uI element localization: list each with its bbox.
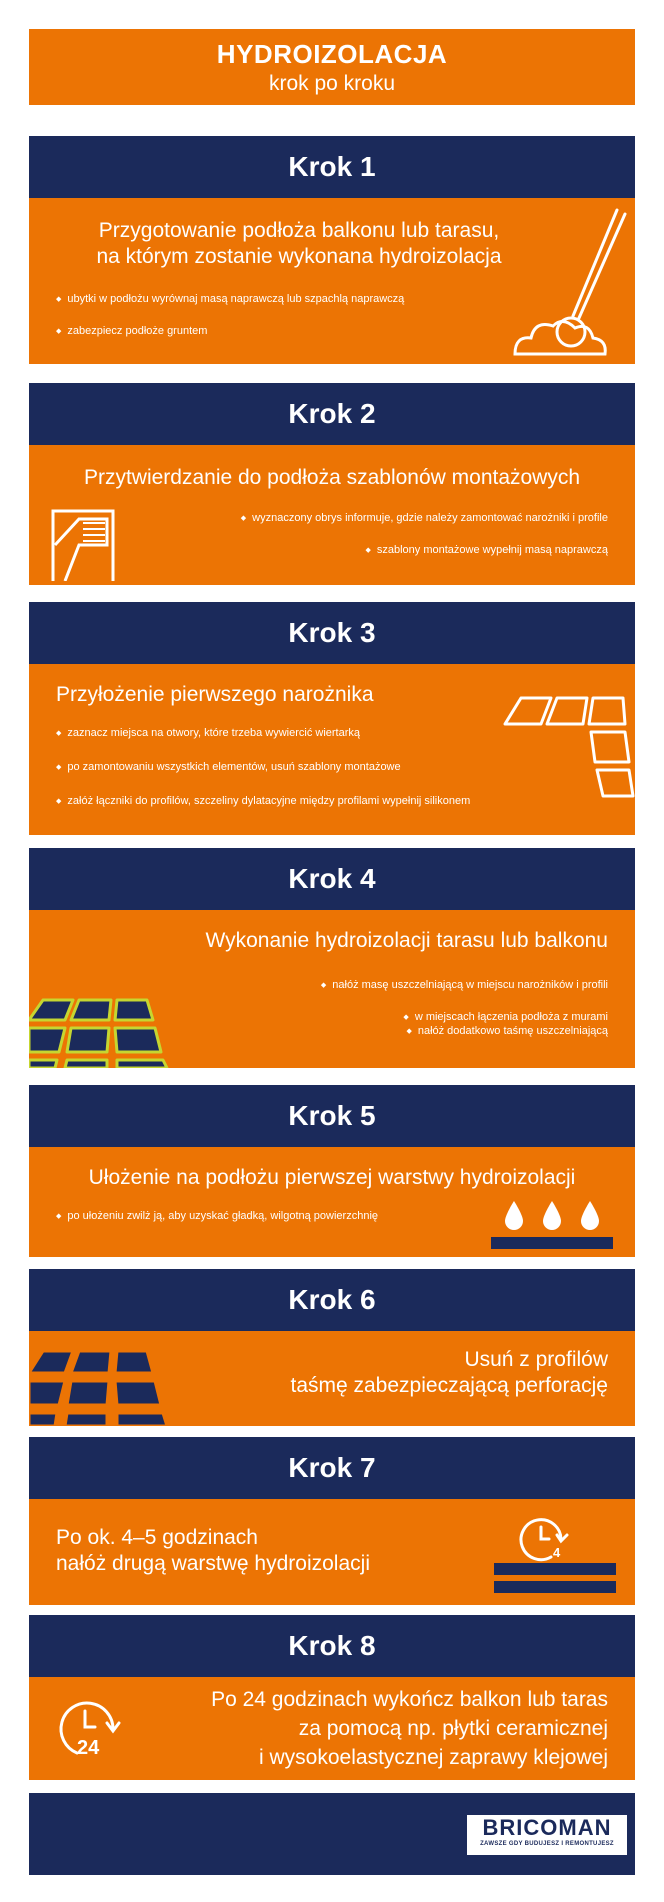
step-7-label: Krok 7 (288, 1452, 376, 1483)
page-subtitle: krok po kroku (268, 72, 396, 95)
clock-icon (55, 1697, 125, 1761)
page-title: HYDROIZOLACJA (216, 39, 448, 69)
step-7-title-line-2: nałóż drugą warstwę hydroizolacji (56, 1552, 370, 1575)
step-8-title-line-3: i wysokoelastycznej zaprawy klejowej (259, 1746, 608, 1769)
step-6-title-line-1: Usuń z profilów (464, 1348, 608, 1371)
step-2-bullet-1: ◆ wyznaczony obrys informuje, gdzie należy zamontować narożniki i profile (241, 511, 608, 526)
step-4-label: Krok 4 (288, 863, 376, 894)
brush-icon (505, 204, 633, 364)
step-5-bullet-1: ◆ po ułożeniu zwilż ją, aby uzyskać gładką, wilgotną powierzchnię (56, 1209, 378, 1224)
step-1-header (29, 136, 635, 198)
step-8-panel (29, 1677, 635, 1780)
layer-bar-1 (494, 1563, 616, 1575)
layer-bar-2 (494, 1581, 616, 1593)
clock-label-4: 4 (553, 1545, 561, 1560)
step-2-bullet-2: ◆ szablony montażowe wypełnij masą naprawczą (365, 543, 608, 558)
step-1-title-line-1: Przygotowanie podłoża balkonu lub tarasu, (98, 219, 500, 242)
step-5-header (29, 1085, 635, 1147)
step-4-title: Wykonanie hydroizolacji tarasu lub balkonu (205, 929, 608, 952)
clock-icon (517, 1515, 573, 1565)
step-8-title-line-2: za pomocą np. płytki ceramicznej (298, 1717, 608, 1740)
step-4-header (29, 848, 635, 910)
bricoman-logo (465, 1813, 629, 1857)
step-3-bullet-3: ◆ załóż łączniki do profilów, szczeliny dylatacyjne między profilami wypełnij silikonem (56, 794, 470, 809)
step-6-panel (29, 1331, 635, 1426)
step-3-panel (29, 664, 635, 835)
step-4-bullet-3: ◆ nałóż dodatkowo taśmę uszczelniającą (406, 1024, 608, 1039)
step-8-title-line-1: Po 24 godzinach wykończ balkon lub taras (211, 1688, 608, 1711)
water-drops-icon (489, 1199, 615, 1249)
tiles-icon (29, 1343, 209, 1426)
step-5-panel (29, 1147, 635, 1257)
step-3-header (29, 602, 635, 664)
clock-label-24: 24 (77, 1737, 100, 1759)
step-5-label: Krok 5 (288, 1100, 376, 1131)
tiles-icon (29, 990, 209, 1068)
step-1-bullet-1: ◆ ubytki w podłożu wyrównaj masą naprawczą lub szpachlą naprawczą (56, 292, 404, 307)
step-4-bullet-1: ◆ nałóż masę uszczelniającą w miejscu narożników i profili (321, 978, 608, 993)
step-3-label: Krok 3 (288, 617, 376, 648)
step-7-panel (29, 1499, 635, 1605)
step-1-title-line-2: na którym zostanie wykonana hydroizolacja (96, 245, 502, 268)
step-8-label: Krok 8 (288, 1630, 376, 1661)
step-6-title-line-2: taśmę zabezpieczającą perforację (290, 1374, 608, 1397)
template-icon (49, 505, 119, 581)
step-6-header (29, 1269, 635, 1331)
step-8-header (29, 1615, 635, 1677)
step-6-label: Krok 6 (288, 1284, 376, 1315)
tiles-icon (499, 688, 635, 798)
step-3-bullet-2: ◆ po zamontowaniu wszystkich elementów, usuń szablony montażowe (56, 760, 401, 775)
page-header (29, 29, 635, 105)
step-1-label: Krok 1 (288, 151, 376, 182)
step-4-panel (29, 910, 635, 1068)
step-5-title: Ułożenie na podłożu pierwszej warstwy hydroizolacji (88, 1166, 576, 1189)
step-2-panel (29, 445, 635, 585)
step-2-label: Krok 2 (288, 398, 376, 429)
footer (29, 1793, 635, 1875)
step-4-bullet-2: ◆ w miejscach łączenia podłoża z murami (403, 1010, 608, 1025)
step-7-header (29, 1437, 635, 1499)
step-1-bullet-2: ◆ zabezpiecz podłoże gruntem (56, 324, 207, 339)
step-7-title-line-1: Po ok. 4–5 godzinach (56, 1526, 258, 1549)
step-3-title: Przyłożenie pierwszego narożnika (56, 683, 374, 706)
step-3-bullet-1: ◆ zaznacz miejsca na otwory, które trzeba wywiercić wiertarką (56, 726, 360, 741)
step-2-header (29, 383, 635, 445)
step-2-title: Przytwierdzanie do podłoża szablonów montażowych (83, 466, 581, 489)
logo-text: BRICOMAN (482, 1815, 612, 1840)
step-1-panel (29, 198, 635, 364)
logo-tagline: ZAWSZE GDY BUDUJESZ I REMONTUJESZ (480, 1841, 614, 1847)
